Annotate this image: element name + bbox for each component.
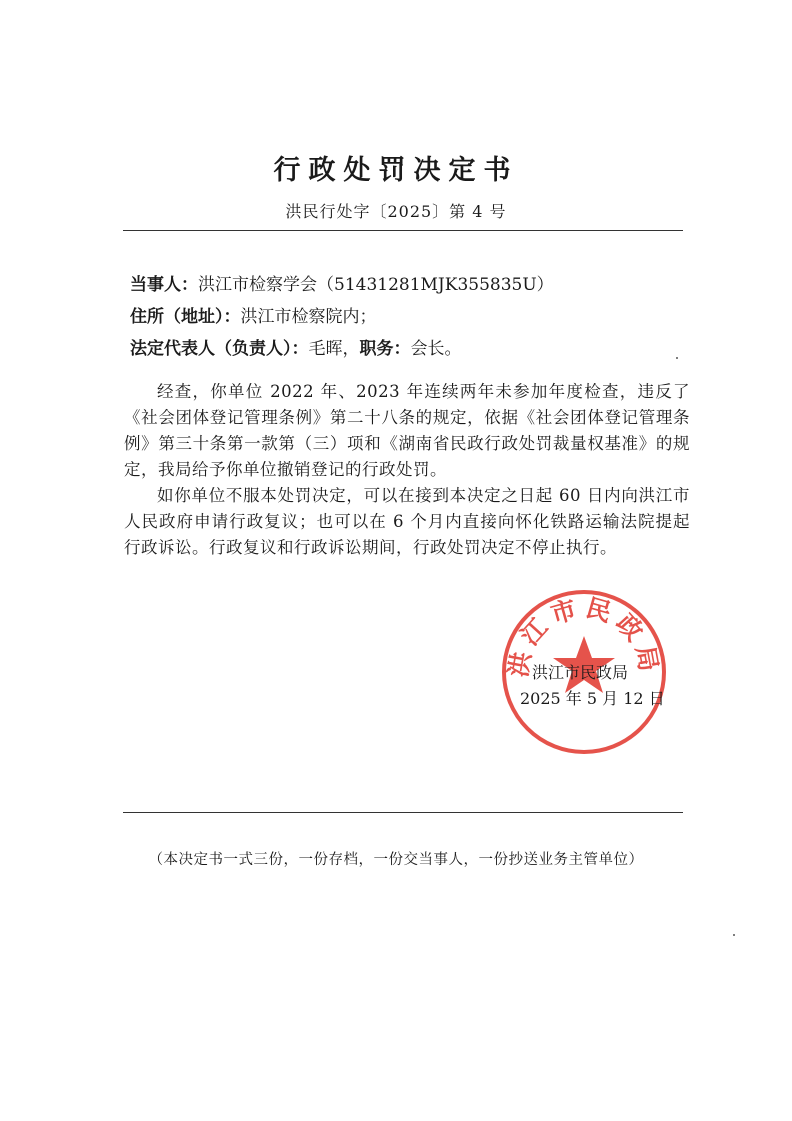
representative-label: 法定代表人（负责人）： (130, 339, 309, 359)
scan-speck (676, 357, 678, 359)
party-name-value: 洪江市检察学会（51431281MJK355835U） (198, 275, 554, 295)
page-title: 行政处罚决定书 (273, 155, 519, 186)
representative-value: 毛晖， (308, 339, 360, 359)
party-address-line (130, 304, 377, 330)
body-paragraph-2: 如你单位不服本处罚决定，可以在接到本决定之日起 60 日内向洪江市人民政府申请行政复议；也可以在 6 个月内直接向怀化铁路运输法院提起行政诉讼。行政复议和行政诉讼期间，行政处罚决定不停止执行。 (124, 486, 690, 557)
signature-block (520, 660, 665, 712)
party-address-label: 住所（地址）： (130, 307, 241, 327)
position-label: 职务： (359, 339, 411, 359)
party-name-label: 当事人： (130, 275, 198, 295)
party-name-line (130, 272, 554, 298)
document-number: 洪民行处字〔2025〕第 4 号 (285, 202, 507, 221)
scan-speck-2 (733, 934, 735, 936)
bottom-divider (123, 812, 683, 813)
signing-organization: 洪江市民政局 (532, 663, 629, 682)
seal-text: 洪江市民政局 (503, 592, 665, 680)
signing-date: 2025 年 5 月 12 日 (520, 689, 665, 708)
footnote: （本决定书一式三份，一份存档，一份交当事人，一份抄送业务主管单位） (148, 852, 644, 868)
top-divider (123, 230, 683, 231)
body-paragraph-1: 经查，你单位 2022 年、2023 年连续两年未参加年度检查，违反了《社会团体登记管理条例》第二十八条的规定，依据《社会团体登记管理条例》第三十条第一款第（三）项和《湖南省民政行政处罚裁量权基准》的规定，我局给予你单位撤销登记的行政处罚。 (124, 382, 690, 479)
position-value: 会长。 (410, 339, 462, 359)
party-representative-line (130, 336, 462, 362)
party-address-value: 洪江市检察院内； (240, 307, 377, 327)
